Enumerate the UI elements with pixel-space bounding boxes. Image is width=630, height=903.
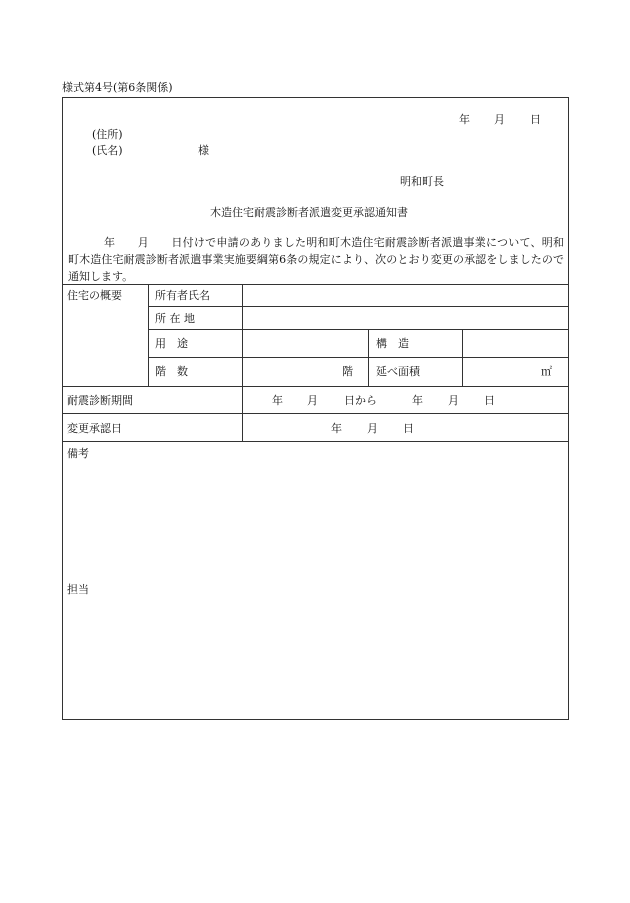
row-divider-owner	[148, 306, 569, 307]
date-year: 年	[459, 113, 470, 126]
recipient-honorific: 様	[198, 144, 209, 157]
person-in-charge-label: 担当	[67, 583, 89, 596]
approval-date-month: 月	[367, 422, 378, 435]
remarks-label: 備考	[67, 447, 89, 460]
col-divider-overview	[148, 284, 149, 386]
document-title: 木造住宅耐震診断者派遣変更承認通知書	[210, 206, 408, 219]
floors-label: 階 数	[155, 365, 188, 378]
approval-date-label: 変更承認日	[67, 422, 122, 435]
date-month: 月	[494, 113, 505, 126]
structure-label: 構 造	[376, 337, 409, 350]
body-text: 年 月 日付けで申請のありました明和町木造住宅耐震診断者派遣事業について、明和町木造住宅耐震診断者派遣事業実施要綱第6条の規定により、次のとおり変更の承認をしましたので通知します。	[68, 236, 564, 283]
issuer-name: 明和町長	[400, 175, 444, 188]
recipient-name-label: (氏名)	[92, 144, 123, 157]
period-to-month: 月	[448, 394, 459, 407]
recipient-address-label: (住所)	[92, 128, 123, 141]
owner-name-label: 所有者氏名	[155, 289, 210, 302]
floor-area-label: 延べ面積	[376, 365, 420, 378]
col-divider-right	[462, 329, 463, 386]
row-divider-period	[62, 413, 569, 414]
area-unit: ㎡	[541, 365, 552, 378]
form-number: 様式第4号(第6条関係)	[62, 81, 173, 94]
col-divider-mid	[368, 329, 369, 386]
use-label: 用 途	[155, 337, 188, 350]
diagnosis-period-label: 耐震診断期間	[67, 394, 133, 407]
period-from-year: 年	[272, 394, 283, 407]
row-divider-approval	[62, 441, 569, 442]
row-divider-overview	[62, 386, 569, 387]
row-divider-location	[148, 329, 569, 330]
period-to-year: 年	[412, 394, 423, 407]
date-day: 日	[530, 113, 541, 126]
row-divider-use	[148, 357, 569, 358]
approval-date-year: 年	[331, 422, 342, 435]
period-from-month: 月	[307, 394, 318, 407]
approval-date-day: 日	[403, 422, 414, 435]
location-label: 所 在 地	[155, 312, 195, 325]
form-frame	[62, 97, 569, 720]
overview-label: 住宅の概要	[67, 289, 122, 302]
col-divider-label	[242, 284, 243, 441]
period-to-day: 日	[484, 394, 495, 407]
period-from-day: 日から	[344, 394, 377, 407]
floors-unit: 階	[342, 365, 353, 378]
